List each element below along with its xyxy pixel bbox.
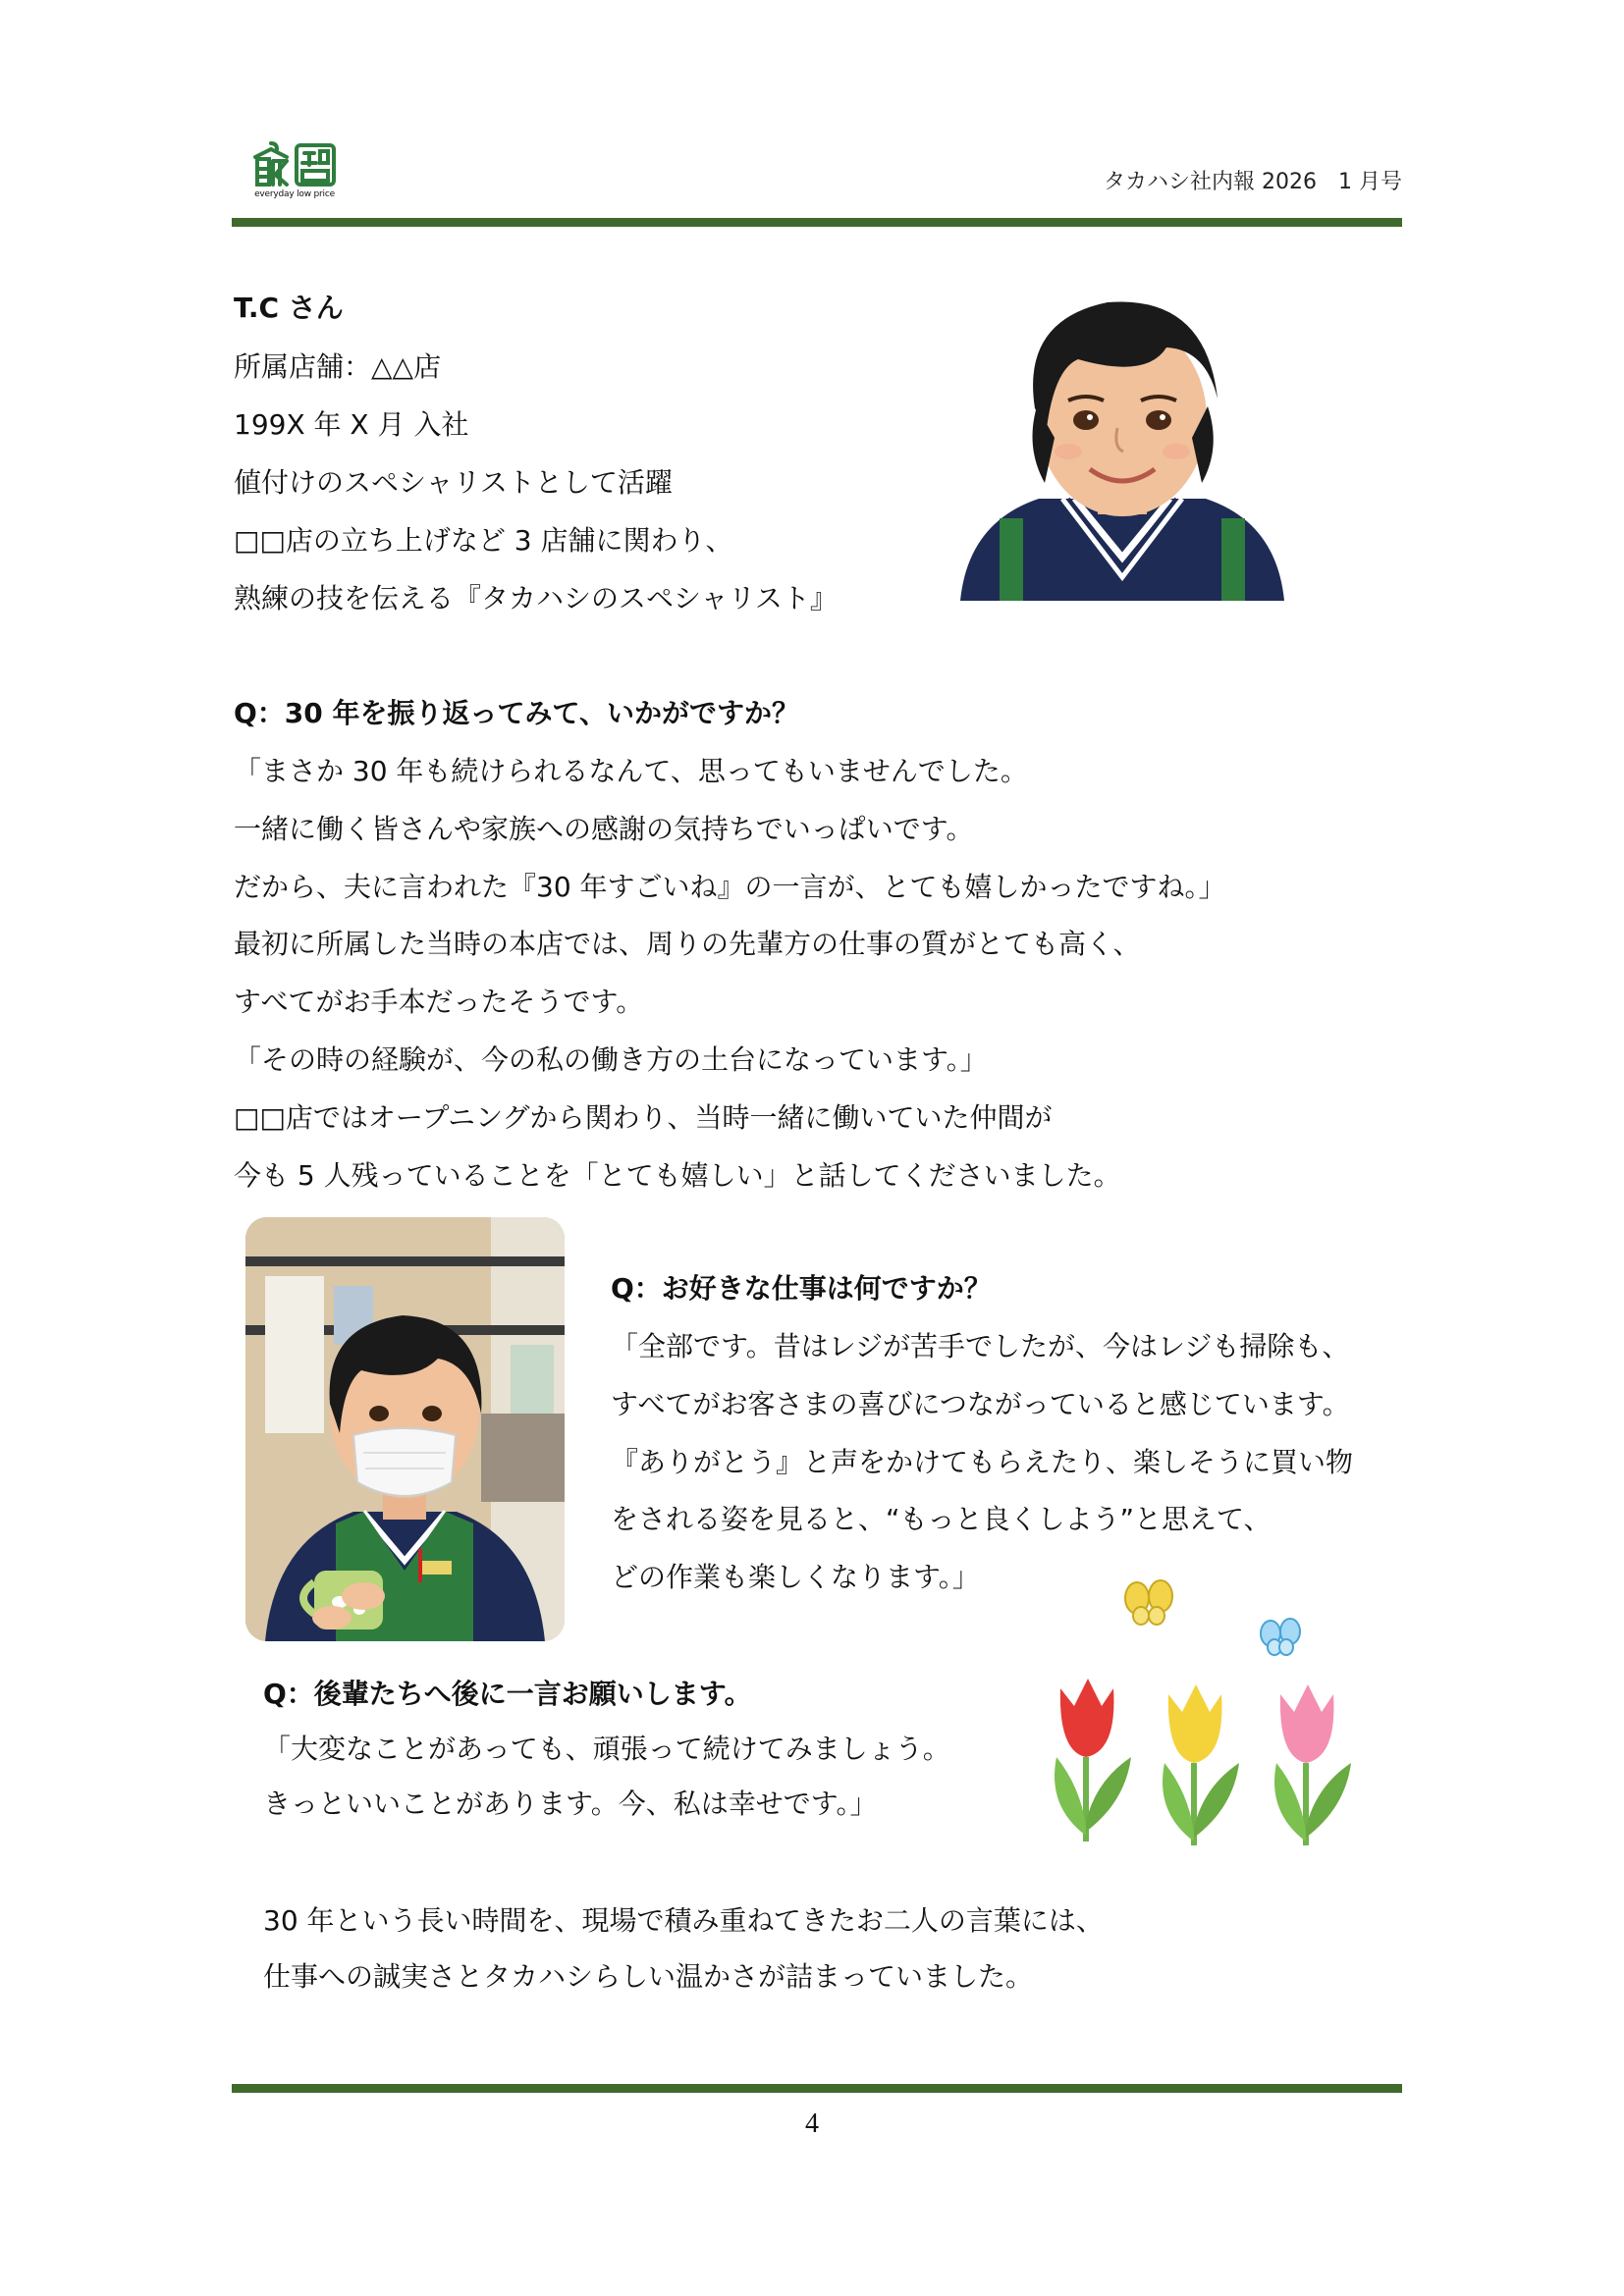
butterfly-icon — [1261, 1619, 1300, 1655]
answer-line: 最初に所属した当時の本店では、周りの先輩方の仕事の質がとても高く、 — [234, 928, 1141, 960]
answer-line: すべてがお客さまの喜びにつながっていると感じています。 — [611, 1388, 1350, 1420]
page-number: 4 — [805, 2109, 819, 2139]
closing-line: 30 年という長い時間を、現場で積み重ねてきたお二人の言葉には、 — [263, 1904, 1104, 1937]
answer-line: どの作業も楽しくなります。」 — [611, 1561, 980, 1593]
answer-line: 一緒に働く皆さんや家族への感謝の気持ちでいっぱいです。 — [234, 813, 974, 845]
answer-line: 「まさか 30 年も続けられるなんて、思ってもいませんでした。 — [234, 755, 1028, 787]
logo-icon — [249, 139, 340, 190]
butterfly-icon — [1125, 1580, 1172, 1625]
answer-line: □□店ではオープニングから関わり、当時一緒に働いていた仲間が — [234, 1101, 1053, 1134]
answer-line: 「大変なことがあっても、頑張って続けてみましょう。 — [263, 1733, 950, 1765]
tulips-illustration — [1041, 1571, 1375, 1855]
portrait-illustration — [960, 291, 1284, 601]
footer-rule — [232, 2084, 1402, 2093]
profile-line: 値付けのスペシャリストとして活躍 — [234, 466, 673, 499]
question-heading: Q：お好きな仕事は何ですか？ — [611, 1272, 992, 1305]
profile-store: 所属店舗：△△店 — [234, 350, 442, 383]
masked-worker-icon — [245, 1217, 565, 1641]
answer-line: きっといいことがあります。今、私は幸せです。」 — [263, 1788, 878, 1820]
portrait-icon — [960, 291, 1284, 601]
answer-line: 「全部です。昔はレジが苦手でしたが、今はレジも掃除も、 — [611, 1330, 1350, 1362]
masked-worker-illustration — [245, 1217, 565, 1641]
profile-line: 熟練の技を伝える『タカハシのスペシャリスト』 — [234, 582, 838, 614]
answer-line: 今も 5 人残っていることを「とても嬉しい」と話してくださいました。 — [234, 1159, 1121, 1192]
answer-line: すべてがお手本だったそうです。 — [234, 986, 644, 1018]
answer-line: をされる姿を見ると、“もっと良くしよう”と思えて、 — [611, 1503, 1272, 1535]
profile-name: T.C さん — [234, 292, 344, 324]
profile-line: □□店の立ち上げなど 3 店舗に関わり、 — [234, 524, 733, 557]
answer-line: 「その時の経験が、今の私の働き方の土台になっています。」 — [234, 1043, 988, 1076]
answer-line: だから、夫に言われた『30 年すごいね』の一言が、とても嬉しかったですね。」 — [234, 871, 1226, 903]
tulips-icon — [1041, 1571, 1375, 1855]
logo-tagline: everyday low price — [254, 189, 335, 199]
answer-line: 『ありがとう』と声をかけてもらえたり、楽しそうに買い物 — [611, 1446, 1354, 1478]
question-heading: Q：後輩たちへ後に一言お願いします。 — [263, 1678, 752, 1710]
profile-joined: 199X 年 X 月 入社 — [234, 408, 469, 441]
header-rule — [232, 218, 1402, 227]
closing-line: 仕事への誠実さとタカハシらしい温かさが詰まっていました。 — [263, 1960, 1034, 1993]
question-heading: Q：30 年を振り返ってみて、いかがですか？ — [234, 697, 799, 729]
publication-title: タカハシ社内報 2026 1 月号 — [1104, 170, 1402, 194]
